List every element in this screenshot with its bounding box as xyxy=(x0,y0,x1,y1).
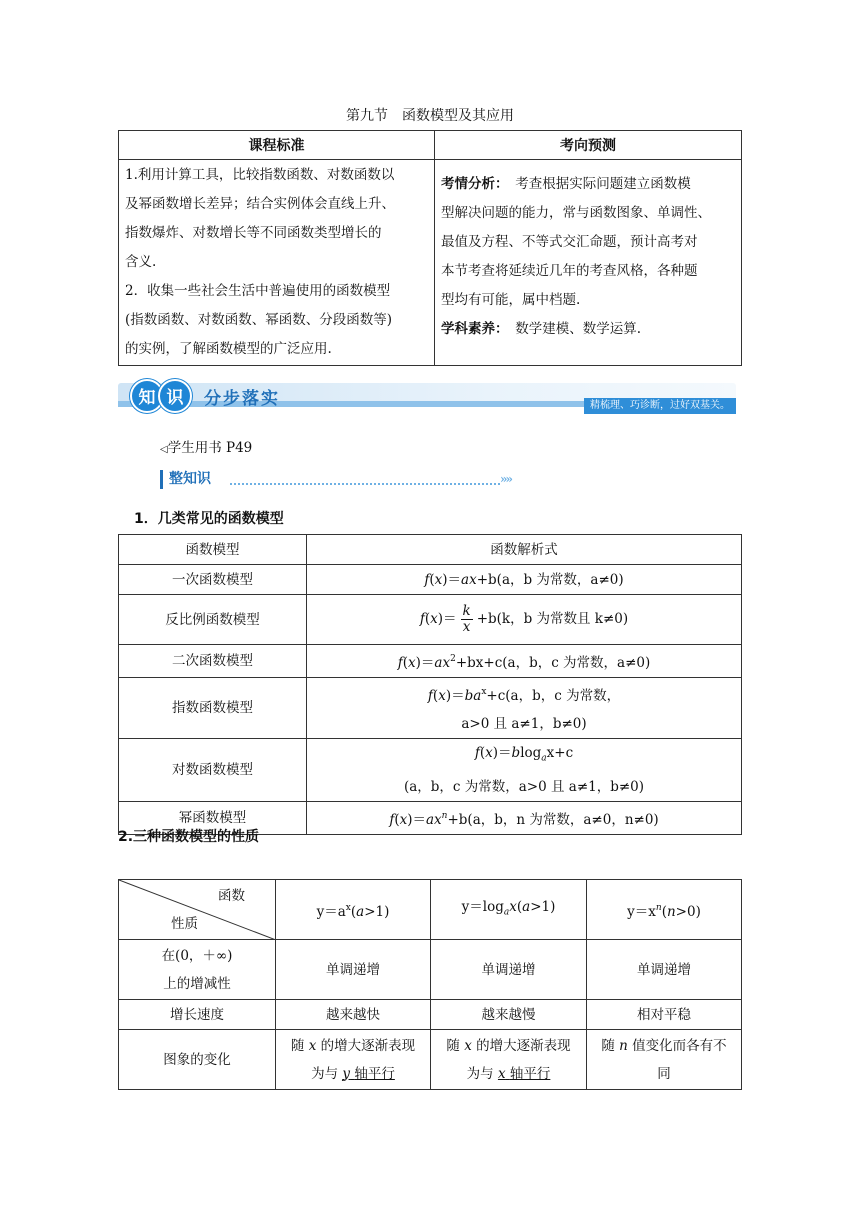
standards-line: (指数函数、对数函数、幂函数、分段函数等) xyxy=(125,312,393,328)
table-cell: 单调递增 xyxy=(431,940,587,1000)
formula-rest: +b(a，b，n 为常数，a≠0，n≠0) xyxy=(447,811,659,828)
book-reference xyxy=(160,436,252,456)
book-reference-text: 学生用书 P49 xyxy=(167,440,253,456)
knowledge-banner xyxy=(118,374,742,418)
diag-header-top: 函数 xyxy=(218,888,245,904)
table-header: 函数模型 xyxy=(119,535,307,565)
table-header: 函数解析式 xyxy=(307,535,742,565)
diag-header-bottom: 性质 xyxy=(171,916,198,932)
literacy-text: 数学建模、数学运算. xyxy=(515,321,642,337)
table-cell: 随 n 值变化而各有不 同 xyxy=(587,1030,742,1090)
model-formula: $f(x)=ax^2+bx+c(a$，b，c 为常数，a≠0) xyxy=(307,645,742,678)
col-header-exponential: $y=a^x(a>1)$ xyxy=(276,880,431,940)
section-tag xyxy=(160,470,518,490)
table-cell: 越来越快 xyxy=(276,1000,431,1030)
formula-rest: +bx+c(a，b，c 为常数，a≠0) xyxy=(455,655,651,671)
banner-tagline: 精梳理、巧诊断，过好双基关。 xyxy=(584,398,736,414)
section1-title: 1．几类常见的函数模型 xyxy=(134,511,284,527)
table-cell: 随 x 的增大逐渐表现 为与 y 轴平行 xyxy=(276,1030,431,1090)
fraction-numerator: k xyxy=(462,603,471,619)
table-cell: 相对平稳 xyxy=(587,1000,742,1030)
banner-heading: 分步落实 xyxy=(204,389,280,409)
model-name: 对数函数模型 xyxy=(119,739,307,802)
standards-line: 指数爆炸、对数增长等不同函数类型增长的 xyxy=(125,225,382,241)
table-cell: 单调递增 xyxy=(276,940,431,1000)
standards-line: 及幂函数增长差异；结合实例体会直线上升、 xyxy=(125,196,395,212)
section2-title: 2.三种函数模型的性质 xyxy=(118,829,260,845)
model-formula: f(x)＝ax+b(a，b 为常数，a≠0) xyxy=(307,565,742,595)
model-name: 二次函数模型 xyxy=(119,645,307,678)
fraction-denominator: x xyxy=(462,619,471,635)
model-name: 指数函数模型 xyxy=(119,678,307,739)
properties-table xyxy=(118,879,742,1090)
formula-rest: +b(a，b 为常数，a≠0) xyxy=(476,571,624,588)
formula-line2: a>0 且 a≠1，b≠0) xyxy=(461,716,587,732)
standards-header: 课程标准 xyxy=(119,131,435,160)
table-cell: 单调递增 xyxy=(587,940,742,1000)
banner-char-badge: 知 xyxy=(130,379,164,413)
forecast-header: 考向预测 xyxy=(435,131,742,160)
model-name: 一次函数模型 xyxy=(119,565,307,595)
table-cell: 越来越慢 xyxy=(431,1000,587,1030)
col-header-log: $y=\log_ax(a>1)$ xyxy=(431,880,587,940)
analysis-text: 考查根据实际问题建立函数模 xyxy=(515,176,691,192)
standards-line: 2．收集一些社会生活中普遍使用的函数模型 xyxy=(125,283,391,299)
standards-line: 的实例，了解函数模型的广泛应用. xyxy=(125,341,332,357)
analysis-line: 本节考查将延续近几年的考查风格，各种题 xyxy=(441,263,698,279)
model-formula: f(x)＝ $\frac{k}{x}$ +b(k，b 为常数且 k≠0) xyxy=(307,595,742,645)
analysis-line xyxy=(441,170,735,199)
diagonal-header-cell xyxy=(119,880,276,940)
standards-line: 含义. xyxy=(125,254,157,270)
double-chevron-right-icon: »» xyxy=(500,472,511,486)
page-title: 第九节 函数模型及其应用 xyxy=(346,108,514,124)
analysis-line: 型解决问题的能力，常与函数图象、单调性、 xyxy=(441,205,711,221)
analysis-line: 最值及方程、不等式交汇命题，预计高考对 xyxy=(441,234,698,250)
formula-rest: x+c xyxy=(546,745,574,761)
model-formula: f(x)＝blog$_a$x+c (a，b，c 为常数，a>0 且 a≠1，b≠0) xyxy=(307,739,742,802)
row-label-graph: 图象的变化 xyxy=(119,1030,276,1090)
function-models-table xyxy=(118,534,742,835)
col-header-power: $y=x^n(n>0)$ xyxy=(587,880,742,940)
model-formula: $f(x)=ba^x+c(a$，b，c 为常数， a>0 且 a≠1，b≠0) xyxy=(307,678,742,739)
formula-rest: +b(k，b 为常数且 k≠0) xyxy=(476,611,629,627)
table-cell: 随 x 的增大逐渐表现 为与 x 轴平行 xyxy=(431,1030,587,1090)
fraction xyxy=(461,604,473,635)
analysis-line: 型均有可能，属中档题. xyxy=(441,292,581,308)
dotted-divider xyxy=(230,483,500,485)
section-tag-label: 整知识 xyxy=(160,470,217,489)
forecast-content xyxy=(435,160,742,366)
standards-content xyxy=(119,160,435,366)
banner-char-badge: 识 xyxy=(158,379,192,413)
formula-line2: (a，b，c 为常数，a>0 且 a≠1，b≠0) xyxy=(403,778,645,795)
standards-table xyxy=(118,130,742,366)
model-name: 反比例函数模型 xyxy=(119,595,307,645)
standards-line: 1.利用计算工具，比较指数函数、对数函数以 xyxy=(125,167,395,183)
model-formula: $f(x)=ax^n+b(a$，b，n 为常数，a≠0，n≠0) xyxy=(307,801,742,834)
model-name: 幂函数模型 xyxy=(119,801,307,834)
analysis-label: 考情分析： xyxy=(441,176,502,192)
literacy-label: 学科素养： xyxy=(441,321,502,337)
literacy-line xyxy=(441,315,735,344)
row-label-speed: 增长速度 xyxy=(119,1000,276,1030)
triangle-left-icon: ◁ xyxy=(160,444,168,455)
row-label-monotonicity: 在(0，＋∞) 上的增减性 xyxy=(119,940,276,1000)
formula-rest: +c(a，b，c 为常数， xyxy=(486,688,621,704)
